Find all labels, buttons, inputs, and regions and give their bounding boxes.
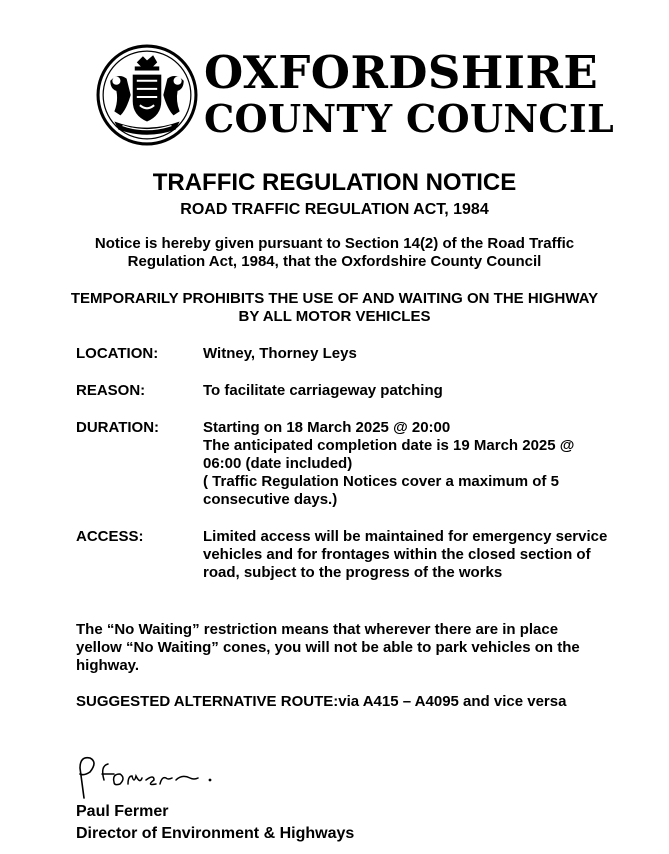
intro-line: Regulation Act, 1984, that the Oxfordshire County Council (127, 253, 542, 270)
access-label: ACCESS: (76, 528, 144, 545)
duration-value (203, 419, 633, 509)
no-waiting-line: The “No Waiting” restriction means that wherever there are in place (76, 621, 559, 638)
no-waiting-line: highway. (76, 657, 140, 674)
access-value (203, 528, 633, 582)
access-line: road, subject to the progress of the works (203, 564, 503, 581)
alternative-route-text: SUGGESTED ALTERNATIVE ROUTE:via A415 – A4095 and vice versa (76, 693, 567, 710)
signatory-name: Paul Fermer (76, 803, 169, 820)
duration-line: 06:00 (date included) (203, 455, 353, 472)
duration-line: Starting on 18 March 2025 @ 20:00 (203, 419, 451, 436)
intro-line: Notice is hereby given pursuant to Section 14(2) of the Road Traffic (94, 235, 575, 252)
prohibition-line: TEMPORARILY PROHIBITS THE USE OF AND WAITING ON THE HIGHWAY (70, 290, 599, 307)
duration-label: DURATION: (76, 419, 160, 436)
org-name-line1: OXFORDSHIRE (204, 46, 599, 99)
reason-value: To facilitate carriageway patching (203, 382, 443, 399)
access-line: vehicles and for frontages within the closed section of (203, 546, 591, 563)
prohibition-line: BY ALL MOTOR VEHICLES (238, 308, 431, 325)
location-label: LOCATION: (76, 345, 159, 362)
no-waiting-line: yellow “No Waiting” cones, you will not be able to park vehicles on the (76, 639, 580, 656)
notice-title: TRAFFIC REGULATION NOTICE (152, 169, 517, 196)
reason-label: REASON: (76, 382, 146, 399)
prohibition-statement (20, 290, 649, 326)
duration-line: ( Traffic Regulation Notices cover a maximum of 5 (203, 473, 559, 490)
duration-line: The anticipated completion date is 19 March 2025 @ (203, 437, 575, 454)
notice-subtitle: ROAD TRAFFIC REGULATION ACT, 1984 (180, 201, 489, 218)
no-waiting-paragraph (76, 621, 636, 675)
access-line: Limited access will be maintained for emergency service (203, 528, 608, 545)
location-value: Witney, Thorney Leys (203, 345, 357, 362)
county-crest-icon (96, 44, 198, 146)
duration-line: consecutive days.) (203, 491, 338, 508)
intro-paragraph (40, 235, 629, 271)
alternative-route (76, 693, 636, 711)
signatory-title: Director of Environment & Highways (76, 825, 355, 842)
org-name-line2: COUNTY COUNCIL (204, 96, 615, 141)
signature-icon (70, 748, 230, 808)
